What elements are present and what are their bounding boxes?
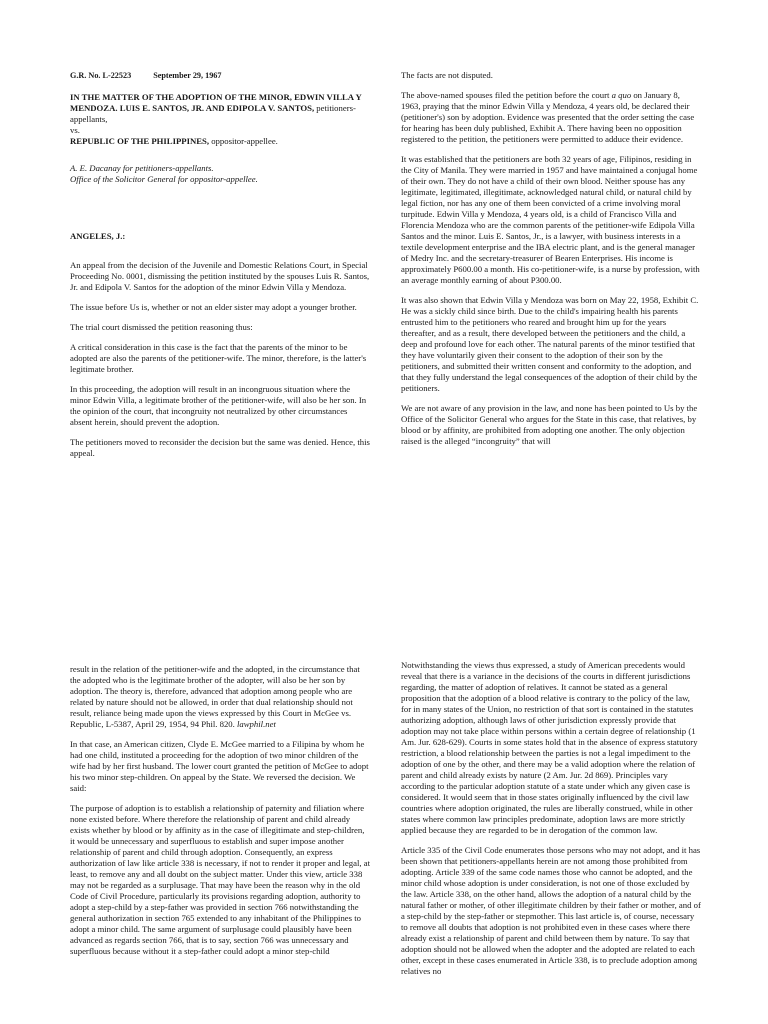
page2-right-column — [401, 660, 701, 986]
case-caption — [70, 92, 370, 147]
counsel-block — [70, 163, 370, 185]
paragraph: An appeal from the decision of the Juvenile and Domestic Relations Court, in Special Proceeding No. 0001, dismissing the petition instituted by the spouses Luis R. Santos, Jr. and Edipola V. Santos for the adoption of the minor Edwin Villa y Mendoza. — [70, 260, 370, 292]
ponente: ANGELES, J.: — [70, 231, 126, 241]
paragraph: We are not aware of any provision in the law, and none has been pointed to Us by the Office of the Solicitor General who argues for the State in this case, that relatives, by blood or by affinity, are prohibited from adopting one another. The only objection raised is the alleged “incongruity” that will — [401, 403, 698, 446]
paragraph: Notwithstanding the views thus expressed, a study of American precedents would reveal that there is a variance in the decisions of the courts in different jurisdictions regarding, the matter of adoption of relatives. It cannot be stated as a general proposition that the adoption of a blood relative is contrary to the policy of the law, for in many states of the Union, no restriction of that sort is contained in the statutes authorizing adoption, although laws of other jurisdiction expressly provide that adoption may not take place within persons within a certain degree of relationship (1 Am. Jur. 628-629). Courts in some states hold that in the absence of express statutory restriction, a blood relationship between the parties is not a legal impediment to the adoption of one by the other, and there may be a valid adoption where the relation of parent and child already exists by nature (2 Am. Jur. 2d 869). Principles vary according to the particular adoption statute of a state under which any given case is considered. It would seem that in those states originally influenced by the civil law countries where adoption originated, the rules are liberally construed, while in other states where common law principles predominate, adoption laws are more strictly applied because they are regarded to be in derogation of the common law. — [401, 660, 698, 835]
counsel-petitioners: A. E. Dacanay for petitioners-appellants. — [70, 163, 214, 173]
block-quote: In this proceeding, the adoption will result in an incongruous situation where the minor Edwin Villa, a legitimate brother of the petitioner-wife, will also be her son. In the opinion of the court, that incongruity not neutralized by other circumstances absent herein, should prevent the adoption. — [70, 384, 367, 427]
caption-role-respondent: oppositor-appellee. — [209, 136, 278, 146]
page2-left-column — [70, 664, 370, 966]
paragraph: The petitioners moved to reconsider the decision but the same was denied. Hence, this appeal. — [70, 437, 370, 458]
page1-left-column — [70, 70, 370, 468]
paragraph: In that case, an American citizen, Clyde E. McGee married to a Filipina by whom he had one child, instituted a proceeding for the adoption of two minor children of the wife had by her first husband. The lower court granted the petition of McGee to adopt his two minor step-children. On appeal by the State. We reversed the decision. We said: — [70, 739, 369, 793]
paragraph: The issue before Us is, whether or not an elder sister may adopt a younger brother. — [70, 302, 357, 312]
block-quote: A critical consideration in this case is the fact that the parents of the minor to be adopted are also the parents of the petitioner-wife. The minor, therefore, is the latter's legitimate brother. — [70, 342, 367, 374]
italic-term: a quo — [611, 90, 632, 100]
counsel-respondent: Office of the Solicitor General for oppositor-appellee. — [70, 174, 258, 184]
case-header — [70, 70, 370, 81]
paragraph-text: on January 8, 1963, praying that the minor Edwin Villa y Mendoza, 4 years old, be declared their (petitioner's) son by adoption. Evidence was presented that the order setting the case for hearing has been duly published, Exhibit A. There having been no opposition registered to the petition, the petitioners were permitted to adduce their evidence. — [401, 90, 695, 144]
gr-number: G.R. No. L-22523 — [70, 71, 132, 80]
caption-title: IN THE MATTER OF THE ADOPTION OF THE MINOR, EDWIN VILLA Y MENDOZA. LUIS E. SANTOS, JR. AND EDIPOLA V. SANTOS, — [70, 92, 362, 113]
paragraph — [70, 664, 370, 730]
caption-role-petitioners: petitioners-appellants, — [70, 103, 356, 124]
watermark-text: lawphil.net — [234, 719, 276, 729]
paragraph: It was established that the petitioners are both 32 years of age, Filipinos, residing in the City of Manila. They were married in 1957 and have maintained a conjugal home of their own. They do not have a child of their own blood. Neither spouse has any legitimate, legitimated, illegitimate, acknowledged natural child, or natural child by legal fiction, nor has any one of them been convicted of a crime involving moral turpitude. Edwin Villa y Mendoza, 4 years old, is a child of Francisco Villa and Florencia Mendoza who are the common parents of the petitioner-wife Edipola Villa Santos and the minor. Luis E. Santos, Jr., is a lawyer, with business interests in a textile development enterprise and the IBA electric plant, and is the general manager of Medry Inc. and the secretary-treasurer of Bearen Enterprises. His income is approximately P600.00 a month. His co-petitioner-wife, is a nurse by profession, with an average monthly earning of about P300.00. — [401, 154, 700, 285]
paragraph: The facts are not disputed. — [401, 70, 493, 80]
caption-respondent: REPUBLIC OF THE PHILIPPINES, — [70, 136, 210, 146]
caption-vs: vs. — [70, 125, 80, 135]
paragraph-text: result in the relation of the petitioner-wife and the adopted, in the circumstance that the adopted who is the legitimate brother of the adopter, will also be her son by adoption. The theory is, therefore, advanced that adoption among people who are related by nature should not be allowed, in order that dual relationship should not result, reliance being made upon the views expressed by this Court in McGee vs. Republic, L-5387, April 29, 1954, 94 Phil. 820. — [70, 664, 360, 729]
decision-date: September 29, 1967 — [153, 71, 222, 80]
paragraph: The trial court dismissed the petition reasoning thus: — [70, 322, 253, 332]
page1-right-column — [401, 70, 701, 456]
block-quote: The purpose of adoption is to establish a relationship of paternity and filiation where none existed before. Where therefore the relationship of parent and child already exists whether by blood or by affinity as in the case of illegitimate and step-children, it would be unnecessary and superfluous to establish and super impose another relationship of parent and child through adoption. Consequently, an express authorization of law like article 338 is necessary, if not to render it proper and legal, at least, to remove any and all doubt on the subject matter. Under this view, article 338 may not be regarded as a surplusage. That may have been the reason why in the old Code of Civil Procedure, particularly its provisions regarding adoption, authority to adopt a step-child by a step-father was provided in section 766 notwithstanding the general authorization in section 765 extended to any inhabitant of the Philippines to adopt a minor child. The same argument of surplusage could plausibly have been advanced as regards section 766, that is to say, section 766 was unnecessary and superfluous because without it a step-father could adopt a minor step-child — [70, 803, 371, 956]
paragraph: Article 335 of the Civil Code enumerates those persons who may not adopt, and it has been shown that petitioners-appellants herein are not among those prohibited from adopting. Article 339 of the same code names those who cannot be adopted, and the minor child whose adoption is under consideration, is not one of those excluded by the law. Article 338, on the other hand, allows the adoption of a natural child by the natural father or mother, of other illegitimate children by their father or mother, and of a step-child by the step-father or stepmother. This last article is, of course, necessary to remove all doubts that adoption is not prohibited even in these cases where there already exist a relationship of parent and child between them by nature. To say that adoption should not be allowed when the adopter and the adopted are related to each other, except in these cases enumerated in Article 338, is to preclude adoption among relatives no — [401, 845, 701, 976]
paragraph-text: The above-named spouses filed the petition before the court — [401, 90, 612, 100]
paragraph: It was also shown that Edwin Villa y Mendoza was born on May 22, 1958, Exhibit C. He was a sickly child since birth. Due to the child's impairing health his parents entrusted him to the petitioners who reared and brought him up for the years thereafter, and as a result, there developed between the petitioners and the child, a deep and profound love for each other. The natural parents of the minor testified that they have voluntarily given their consent to the adoption of their son by the petitioners, and submitted their written consent and conformity to the adoption, and that they fully understand the legal consequences of the adoption of their child by the petitioners. — [401, 295, 699, 393]
paragraph — [401, 90, 701, 145]
